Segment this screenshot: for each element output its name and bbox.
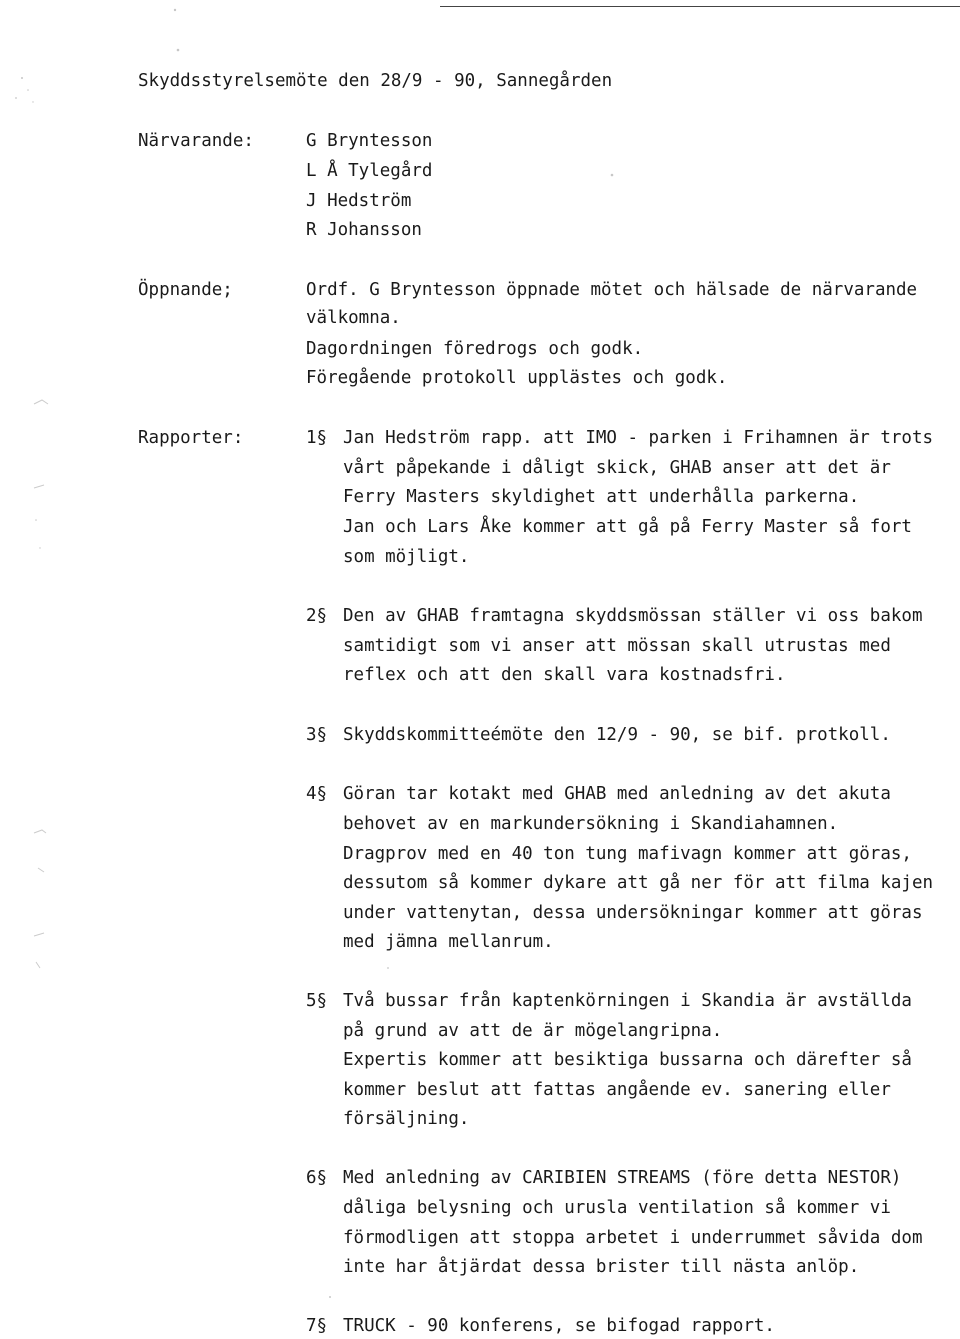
section-number: 4§ — [306, 784, 328, 804]
report-line: Skyddskommitteémöte den 12/9 - 90, se bif. protkoll. — [343, 725, 891, 745]
report-line: reflex och att den skall vara kostnadsfri. — [343, 665, 786, 685]
report-line: försäljning. — [343, 1109, 470, 1129]
report-line: behovet av en markundersökning i Skandiahamnen. — [343, 814, 839, 834]
attendee-name: J Hedström — [306, 191, 412, 211]
section-number: 1§ — [306, 428, 328, 448]
report-line: på grund av att de är mögelangripna. — [343, 1021, 723, 1041]
section-number: 6§ — [306, 1168, 328, 1188]
section-number: 5§ — [306, 991, 328, 1011]
report-line: Göran tar kotakt med GHAB med anledning av det akuta — [343, 784, 891, 804]
attendee-name: G Bryntesson — [306, 131, 433, 151]
opening-line: välkomna. — [306, 308, 401, 328]
report-line: vårt påpekande i dåligt skick, GHAB anser att det är — [343, 458, 891, 478]
report-line: dessutom så kommer dykare att gå ner för att filma kajen — [343, 873, 934, 893]
report-line: Dragprov med en 40 ton tung mafivagn kommer att göras, — [343, 844, 912, 864]
top-border-line — [440, 6, 960, 7]
report-line: som möjligt. — [343, 547, 470, 567]
report-line: Jan och Lars Åke kommer att gå på Ferry Master så fort — [343, 517, 912, 537]
reports-label: Rapporter: — [138, 428, 244, 448]
opening-line: Föregående protokoll upplästes och godk. — [306, 368, 728, 388]
attendee-name: R Johansson — [306, 220, 422, 240]
opening-line: Dagordningen föredrogs och godk. — [306, 339, 644, 359]
report-line: under vattenytan, dessa undersökningar kommer att göras — [343, 903, 923, 923]
section-number: 3§ — [306, 725, 328, 745]
report-line: Två bussar från kaptenkörningen i Skandia är avställda — [343, 991, 912, 1011]
report-line: Jan Hedström rapp. att IMO - parken i Frihamnen är trots — [343, 428, 934, 448]
attendees-label: Närvarande: — [138, 131, 254, 151]
report-line: Ferry Masters skyldighet att underhålla parkerna. — [343, 487, 860, 507]
report-line: Expertis kommer att besiktiga bussarna och därefter så — [343, 1050, 912, 1070]
opening-label: Öppnande; — [138, 280, 233, 300]
section-number: 2§ — [306, 606, 328, 626]
report-line: dåliga belysning och urusla ventilation så kommer vi — [343, 1198, 891, 1218]
report-line: Den av GHAB framtagna skyddsmössan ställer vi oss bakom — [343, 606, 923, 626]
report-line: med jämna mellanrum. — [343, 932, 554, 952]
report-line: samtidigt som vi anser att mössan skall utrustas med — [343, 636, 891, 656]
report-line: TRUCK - 90 konferens, se bifogad rapport. — [343, 1316, 775, 1336]
report-line: Med anledning av CARIBIEN STREAMS (före detta NESTOR) — [343, 1168, 902, 1188]
page-title: Skyddsstyrelsemöte den 28/9 - 90, Sannegården — [138, 71, 613, 91]
report-line: förmodligen att stoppa arbetet i underrummet såvida dom — [343, 1228, 923, 1248]
attendee-name: L Å Tylegård — [306, 161, 433, 181]
report-line: kommer beslut att fattas angående ev. sanering eller — [343, 1080, 891, 1100]
opening-line: Ordf. G Bryntesson öppnade mötet och hälsade de närvarande — [306, 280, 918, 300]
section-number: 7§ — [306, 1316, 328, 1336]
report-line: inte har åtjärdat dessa brister till nästa anlöp. — [343, 1257, 860, 1277]
